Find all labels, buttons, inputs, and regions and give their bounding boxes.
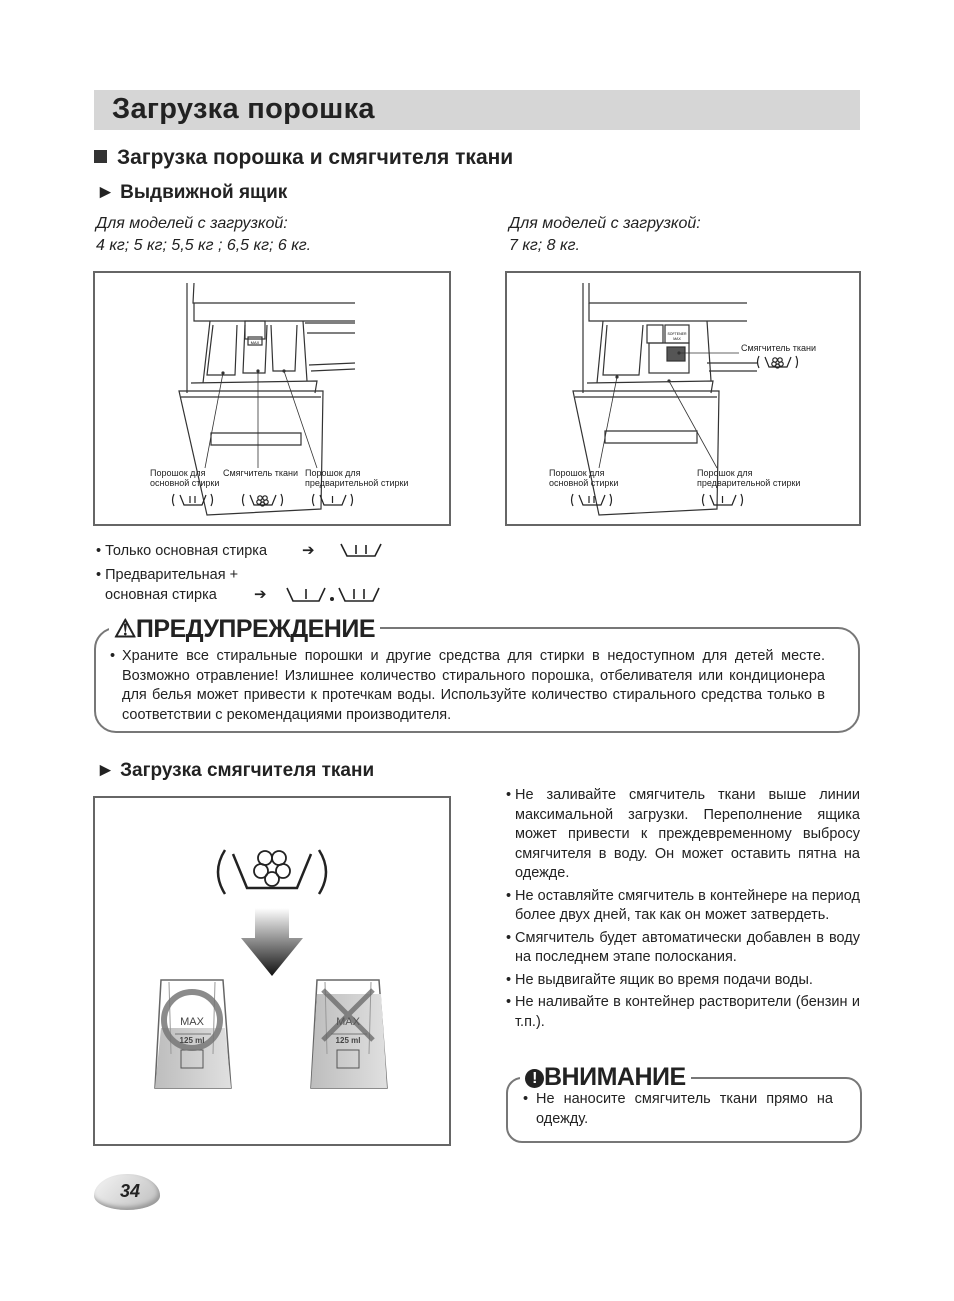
main-wash-icon-right [569, 492, 614, 508]
models-right-line2: 7 кг; 8 кг. [509, 237, 580, 254]
max-label-right: MAX [336, 1016, 360, 1028]
label-softener-right: Смягчитель ткани [741, 343, 816, 353]
softener-illustration-box [93, 796, 451, 1146]
main-wash-symbol [338, 541, 384, 559]
list-item: • Смягчитель будет автоматически добавлен в воду на последнем этапе полоскания. [506, 929, 860, 965]
label-prewash-left-2: предварительной стирки [305, 478, 409, 488]
volume-label-right: 125 ml [335, 1036, 361, 1045]
label-main-wash-left-1: Порошок для [150, 468, 206, 478]
label-main-wash-right-2: основной стирки [549, 478, 619, 488]
page-number-badge [94, 1174, 160, 1210]
wash-option-main: • Только основная стирка [96, 543, 268, 559]
prewash-plus-main-symbol [284, 585, 384, 605]
softener-tag-right: SOFTENER [667, 332, 687, 336]
page-number: 34 [120, 1181, 141, 1201]
caution-text: • Не наносите смягчитель ткани прямо на одежду. [523, 1090, 833, 1129]
list-item: • Не заливайте смягчитель ткани выше линии максимальной загрузки. Переполнение ящика может привести к преждевременному выбросу смягчителя в воду. Он может оставить пятна на одежде. [506, 787, 860, 881]
max-tag-left: MAX [250, 340, 260, 345]
warning-title-text: ПРЕДУПРЕЖДЕНИЕ [135, 615, 376, 643]
label-prewash-right-2: предварительной стирки [697, 478, 801, 488]
arrow-icon: ➔ [302, 542, 315, 559]
page-title-bar [94, 90, 860, 130]
label-main-wash-right [549, 468, 618, 488]
models-left-line2: 4 кг; 5 кг; 5,5 кг ; 6,5 кг; 6 кг. [96, 237, 312, 254]
square-bullet-icon [94, 150, 107, 163]
list-item-text: Не заливайте смягчитель ткани выше линии максимальной загрузки. Переполнение ящика может привести к преждевременному выбросу смягчителя в воду. Он может оставить пятна на одежде. [515, 787, 860, 881]
softener-section-title [96, 760, 374, 782]
softener-flower-icon-left [240, 492, 285, 508]
section-title-text: Загрузка порошка и смягчителя ткани [117, 146, 514, 169]
label-prewash-right [697, 468, 800, 488]
arrow-icon-2: ➔ [254, 586, 267, 603]
triangle-bullet-icon-2: ► [96, 760, 115, 781]
models-left [96, 213, 311, 257]
label-softener-left: Смягчитель ткани [223, 468, 298, 478]
softener-flower-icon-right [755, 354, 800, 370]
wash-option-prewash-line1: Предварительная + [105, 567, 239, 583]
label-main-wash-left [150, 468, 219, 488]
list-item-text: Не наливайте в контейнер растворители (бензин и т.п.). [515, 994, 860, 1030]
warning-title [109, 614, 380, 644]
caution-title [520, 1063, 691, 1092]
drawer-diagram-left [93, 271, 451, 526]
warning-triangle-icon: ⚠ [114, 615, 136, 643]
max-tag-right: MAX [673, 337, 681, 341]
triangle-bullet-icon: ► [96, 182, 115, 203]
prewash-icon-left [310, 492, 355, 508]
wash-option-main-text: Только основная стирка [105, 543, 268, 559]
label-prewash-right-1: Порошок для [697, 468, 753, 478]
models-right [509, 213, 701, 257]
softener-illustration [95, 798, 449, 1144]
list-item-text: Смягчитель будет автоматически добавлен в воду на последнем этапе полоскания. [515, 929, 860, 965]
page-title: Загрузка порошка [112, 93, 375, 125]
softener-bullets [506, 786, 860, 1035]
list-item: • Не оставляйте смягчитель в контейнере на период более двух дней, так как он может затвердеть. [506, 887, 860, 923]
softener-section-title-text: Загрузка смягчителя ткани [120, 760, 375, 781]
label-prewash-left-1: Порошок для [305, 468, 361, 478]
max-label-left: MAX [180, 1016, 204, 1028]
caution-title-text: ВНИМАНИЕ [544, 1063, 686, 1091]
caution-exclamation-icon: ! [525, 1069, 544, 1088]
list-item: • Не выдвигайте ящик во время подачи воды. [506, 971, 813, 988]
list-item: • Не наливайте в контейнер растворители (бензин и т.п.). [506, 994, 860, 1030]
list-item-text: Не выдвигайте ящик во время подачи воды. [515, 971, 813, 988]
caution-text-body: Не наносите смягчитель ткани прямо на одежду. [536, 1091, 833, 1127]
main-wash-icon-left [170, 492, 215, 508]
section-title [94, 146, 513, 170]
label-prewash-left [305, 468, 408, 488]
label-main-wash-right-1: Порошок для [549, 468, 605, 478]
warning-text-body: Храните все стиральные порошки и другие средства для стирки в недоступном для детей месте. Возможно отравление! Излишнее количество стирального порошка, отбеливателя или кондиционера для белья может привести к протечкам воды. Используйте количество стирального средства только в соответствии с рекомендациями производителя. [122, 648, 825, 723]
wash-option-prewash-line2: основная стирка [105, 587, 217, 603]
models-left-line1: Для моделей с загрузкой: [96, 215, 288, 232]
subsection-drawer-text: Выдвижной ящик [120, 182, 288, 203]
wash-option-prewash: • Предварительная + основная стирка [96, 567, 239, 603]
volume-label-left: 125 ml [179, 1036, 205, 1045]
models-right-line1: Для моделей с загрузкой: [509, 215, 701, 232]
list-item-text: Не оставляйте смягчитель в контейнере на период более двух дней, так как он может затвердеть. [515, 887, 860, 923]
warning-text: • Храните все стиральные порошки и другие средства для стирки в недоступном для детей месте. Возможно отравление! Излишнее количество стирального порошка, отбеливателя или кондиционера для белья может привести к протечкам воды. Используйте количество стирального средства только в соответствии с рекомендациями производителя. [110, 647, 825, 725]
label-main-wash-left-2: основной стирки [150, 478, 220, 488]
drawer-diagram-right [505, 271, 861, 526]
subsection-drawer-title [96, 182, 287, 204]
prewash-icon-right [700, 492, 745, 508]
